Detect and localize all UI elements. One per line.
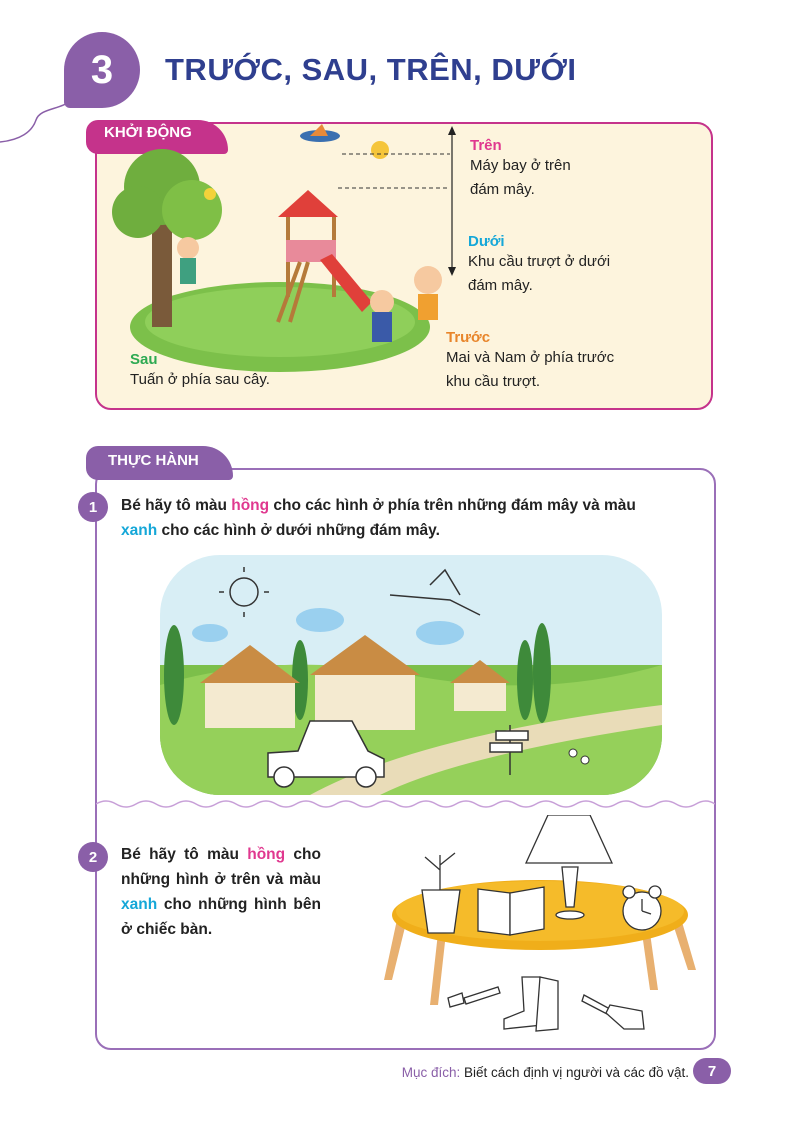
lesson-number-badge: 3 (64, 32, 140, 108)
practice-tab: THỰC HÀNH (86, 446, 233, 480)
airplane-icon (300, 124, 340, 142)
tren-duoi-arrow (446, 126, 458, 276)
garden-rake-icon (448, 987, 500, 1007)
playground-illustration (110, 122, 455, 384)
page-number: 7 (693, 1058, 731, 1084)
label-truoc: Trước Mai và Nam ở phía trước khu cầu trượt. (446, 329, 615, 390)
exercise-1-text: Bé hãy tô màu hồng cho các hình ở phía trên những đám mây và màu xanh cho các hình ở dưới những đám mây. (121, 497, 636, 539)
bird-icon (204, 188, 216, 200)
garden-trowel-icon (582, 995, 644, 1029)
exercise-2-number: 2 (78, 842, 108, 872)
potted-plant-icon (422, 853, 460, 933)
exercise-1-number: 1 (78, 492, 108, 522)
countryside-scene (160, 555, 662, 795)
exercise-2-text: Bé hãy tô màu hồng cho những hình ở trên và màu xanh cho những hình bên ở chiếc bàn. (121, 846, 321, 938)
label-sau: Sau Tuấn ở phía sau cây. (130, 351, 270, 388)
alarm-clock-icon (623, 886, 661, 930)
table-scene (380, 815, 710, 1045)
boots-icon (504, 977, 558, 1031)
label-tren: Trên Máy bay ở trên đám mây. (470, 137, 571, 198)
boy-tuan (177, 237, 199, 259)
girl-mai (370, 290, 394, 342)
wavy-divider (96, 796, 715, 812)
page-title: TRƯỚC, SAU, TRÊN, DƯỚI (165, 52, 577, 87)
boy-nam (414, 266, 442, 320)
open-book-icon (478, 887, 544, 935)
sun-icon (371, 141, 389, 159)
label-duoi: Dưới Khu cầu trượt ở dưới đám mây. (468, 233, 611, 294)
footer-purpose: Mục đích: Biết cách định vị người và các đồ vật. (401, 1065, 689, 1080)
warmup-tab: KHỞI ĐỘNG (86, 120, 228, 154)
